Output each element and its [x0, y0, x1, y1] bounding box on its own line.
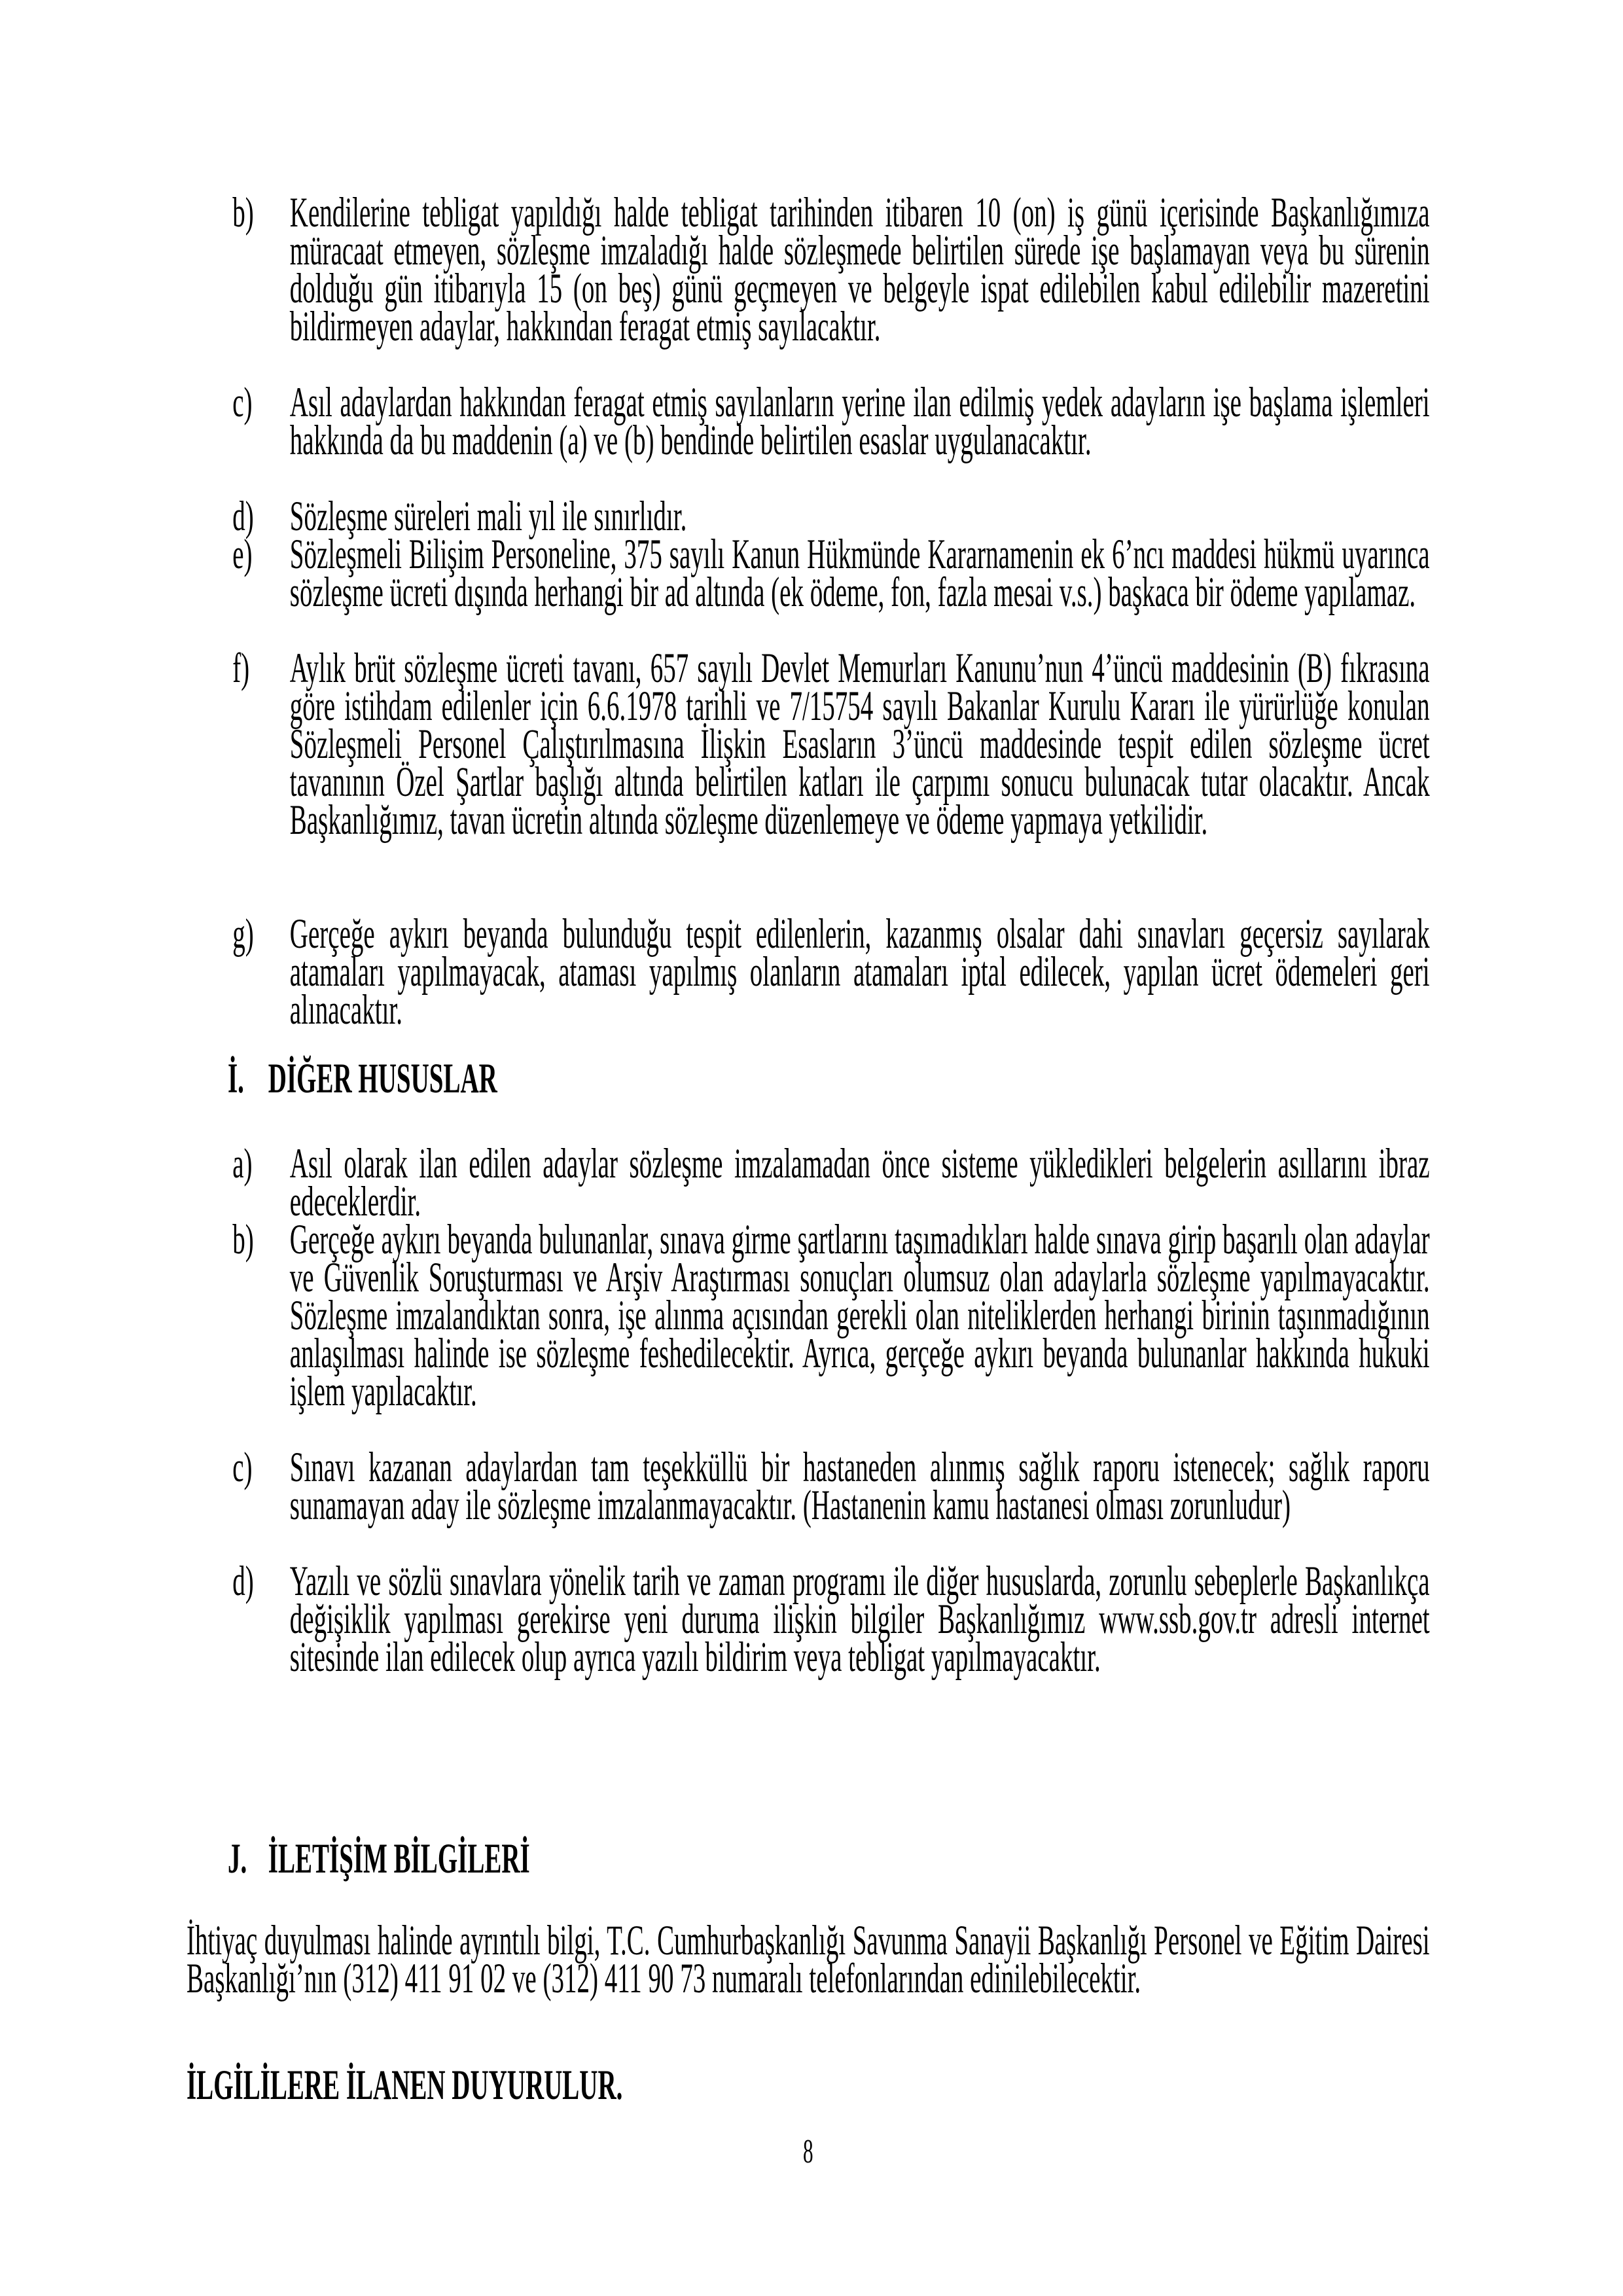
list-item-text: Asıl olarak ilan edilen adaylar sözleşme imzalamadan önce sisteme yükledikleri belgelerin asıllarını ibraz edeceklerdir.: [289, 1140, 1430, 1225]
list-item: [187, 910, 1430, 1033]
section-heading-diger-hususlar: [187, 1055, 1430, 1102]
section-title: DİĞER HUSUSLAR: [268, 1055, 497, 1102]
list-item-text: Sınavı kazanan adaylardan tam teşekküllü bir hastaneden alınmış sağlık raporu istenecek; sağlık raporu sunamayan aday ile sözleşme imzalanmayacaktır. (Hastanenin kamu hastanesi olması zorunludur): [289, 1444, 1430, 1529]
list-item: [187, 1140, 1430, 1225]
list-item: [187, 1558, 1430, 1714]
section-label: J.: [228, 1835, 247, 1882]
list-item-label: b): [232, 189, 254, 236]
list-item-text: Gerçeğe aykırı beyanda bulunduğu tespit edilenlerin, kazanmış olsalar dahi sınavları geçersiz sayılarak atamaları yapılmayacak, ataması yapılmış olanların atamaları iptal edilecek, yapılan ücret ödemeleri geri alınacaktır.: [289, 910, 1430, 1033]
section-heading-iletisim-bilgileri: [187, 1835, 1430, 1882]
list-item-text: Sözleşmeli Bilişim Personeline, 375 sayılı Kanun Hükmünde Kararnamenin ek 6’ncı maddesi hükmü uyarınca sözleşme ücreti dışında herhangi bir ad altında (ek ödeme, fon, fazla mesai v.s.) başkaca bir ödeme yapılamaz.: [289, 531, 1430, 616]
list-item: [187, 1216, 1430, 1448]
list-item-text: Yazılı ve sözlü sınavlara yönelik tarih ve zaman programı ile diğer hususlarda, zorunlu sebeplerle Başkanlıkça değişiklik yapılması gerekirse yeni duruma ilişkin bilgiler Başkanlığımız www.ssb.gov.tr adresli internet sitesinde ilan edilecek olup ayrıca yazılı bildirim veya tebligat yapılmayacaktır.: [289, 1558, 1430, 1681]
list-item-label: c): [232, 379, 253, 426]
list-item: [187, 645, 1430, 915]
list-item-label: d): [232, 493, 254, 540]
list-item: [187, 379, 1430, 497]
closing-statement: İLGİLİLERE İLANEN DUYURULUR.: [187, 2062, 623, 2109]
page-number: 8: [803, 2133, 813, 2170]
list-item-text: Kendilerine tebligat yapıldığı halde tebligat tarihinden itibaren 10 (on) iş günü içerisinde Başkanlığımıza müracaat etmeyen, sözleşme imzaladığı halde sözleşmede belirtilen sürede işe başlamayan veya bu sürenin dolduğu gün itibarıyla 15 (on beş) günü geçmeyen ve belgeyle ispat edilebilen kabul edilebilir mazeretini bildirmeyen adaylar, hakkından feragat etmiş sayılacaktır.: [289, 189, 1430, 350]
list-item-label: f): [232, 645, 250, 692]
list-item-label: e): [232, 531, 253, 578]
list-item-label: g): [232, 910, 254, 958]
list-item-label: b): [232, 1216, 254, 1263]
list-item-text: Aylık brüt sözleşme ücreti tavanı, 657 sayılı Devlet Memurları Kanunu’nun 4’üncü maddesinin (B) fıkrasına göre istihdam edilenler için 6.6.1978 tarihli ve 7/15754 sayılı Bakanlar Kurulu Kararı ile yürürlüğe konulan Sözleşmeli Personel Çalıştırılmasına İlişkin Esasların 3’üncü maddesinde tespit edilen sözleşme ücret tavanının Özel Şartlar başlığı altında belirtilen katları ile çarpımı sonucu bulunacak tutar olacaktır. Ancak Başkanlığımız, tavan ücretin altında sözleşme düzenlemeye ve ödeme yapmaya yetkilidir.: [289, 645, 1430, 844]
section-label: İ.: [228, 1055, 244, 1102]
contact-paragraph: İhtiyaç duyulması halinde ayrıntılı bilgi, T.C. Cumhurbaşkanlığı Savunma Sanayii Başkanlığı Personel ve Eğitim Dairesi Başkanlığı’nın (312) 411 91 02 ve (312) 411 90 73 numaralı telefonlarından edinilebilecektir.: [187, 1917, 1430, 2002]
list-item-label: d): [232, 1558, 254, 1605]
list-item-text: Asıl adaylardan hakkından feragat etmiş sayılanların yerine ilan edilmiş yedek adayların işe başlama işlemleri hakkında da bu maddenin (a) ve (b) bendinde belirtilen esaslar uygulanacaktır.: [289, 379, 1430, 464]
list-item: [187, 1444, 1430, 1562]
list-item: [187, 493, 1430, 540]
list-item: [187, 531, 1430, 649]
list-item: [187, 189, 1430, 384]
list-item-text: Gerçeğe aykırı beyanda bulunanlar, sınava girme şartlarını taşımadıkları halde sınava girip başarılı olan adaylar ve Güvenlik Soruşturması ve Arşiv Araştırması sonuçları olumsuz olan adaylarla sözleşme yapılmayacaktır. Sözleşme imzalandıktan sonra, işe alınma açısından gerekli olan niteliklerden herhangi birinin taşınmadığının anlaşılması halinde ise sözleşme feshedilecektir. Ayrıca, gerçeğe aykırı beyanda bulunanlar hakkında hukuki işlem yapılacaktır.: [289, 1216, 1430, 1415]
section-title: İLETİŞİM BİLGİLERİ: [268, 1835, 530, 1882]
list-item-label: a): [232, 1140, 253, 1187]
list-item-label: c): [232, 1444, 253, 1491]
list-item-text: Sözleşme süreleri mali yıl ile sınırlıdır.: [289, 493, 687, 540]
